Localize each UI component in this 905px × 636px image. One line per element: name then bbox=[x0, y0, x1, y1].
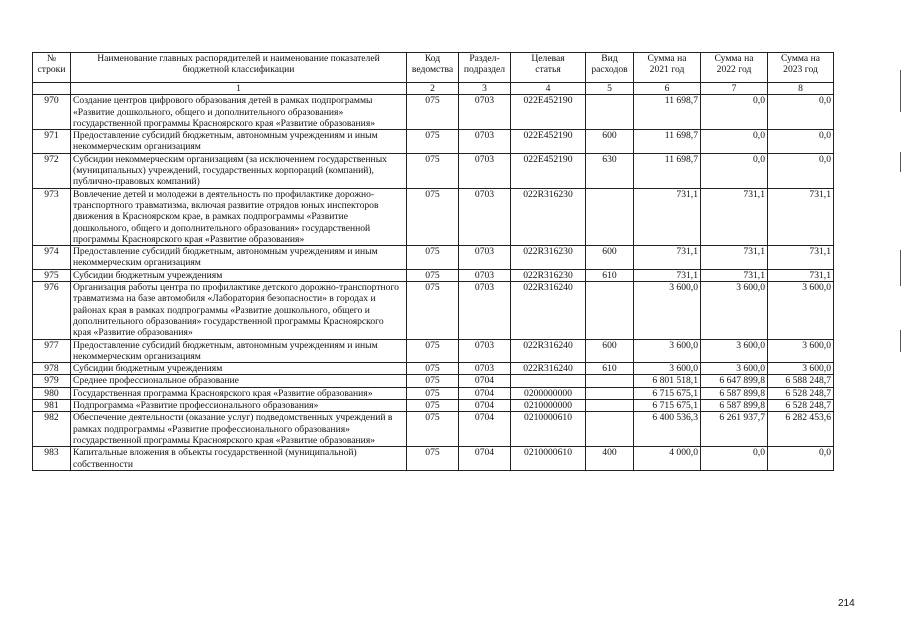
row-name: Субсидии бюджетным учреждениям bbox=[71, 363, 407, 375]
row-number: 978 bbox=[33, 363, 71, 375]
row-sum-2021: 3 600,0 bbox=[634, 363, 701, 375]
row-number: 975 bbox=[33, 269, 71, 281]
row-sum-2023: 3 600,0 bbox=[768, 282, 834, 339]
row-sum-2022: 0,0 bbox=[701, 153, 768, 188]
row-sum-2021: 4 000,0 bbox=[634, 447, 701, 471]
row-name: Предоставление субсидий бюджетным, автономным учреждениям и иным некоммерческим организациям bbox=[71, 130, 407, 154]
table-row bbox=[33, 339, 834, 363]
row-code: 075 bbox=[407, 447, 459, 471]
row-number: 979 bbox=[33, 375, 71, 387]
row-code: 075 bbox=[407, 130, 459, 154]
row-target: 022E452190 bbox=[511, 130, 586, 154]
row-code: 075 bbox=[407, 339, 459, 363]
row-sum-2022: 6 647 899,8 bbox=[701, 375, 768, 387]
index-cell: 3 bbox=[459, 83, 511, 95]
row-target: 0210000610 bbox=[511, 412, 586, 447]
row-target: 022E452190 bbox=[511, 153, 586, 188]
row-name: Предоставление субсидий бюджетным, автономным учреждениям и иным некоммерческим организациям bbox=[71, 339, 407, 363]
row-number: 983 bbox=[33, 447, 71, 471]
row-sum-2021: 6 801 518,1 bbox=[634, 375, 701, 387]
row-type bbox=[586, 95, 634, 130]
row-sum-2023: 3 600,0 bbox=[768, 363, 834, 375]
row-sum-2022: 0,0 bbox=[701, 447, 768, 471]
row-target: 022R316230 bbox=[511, 188, 586, 245]
index-cell: 8 bbox=[768, 83, 834, 95]
row-sum-2022: 3 600,0 bbox=[701, 363, 768, 375]
row-number: 982 bbox=[33, 412, 71, 447]
row-name: Субсидии бюджетным учреждениям bbox=[71, 269, 407, 281]
row-name: Капитальные вложения в объекты государственной (муниципальной) собственности bbox=[71, 447, 407, 471]
index-cell bbox=[33, 83, 71, 95]
row-number: 974 bbox=[33, 246, 71, 270]
row-code: 075 bbox=[407, 412, 459, 447]
header-expense-type: Вид расходов bbox=[586, 53, 634, 83]
scan-edge-mark bbox=[900, 330, 901, 352]
row-name: Предоставление субсидий бюджетным, автономным учреждениям и иным некоммерческим организациям bbox=[71, 246, 407, 270]
row-sum-2021: 6 715 675,1 bbox=[634, 400, 701, 412]
row-name: Организация работы центра по профилактике детского дорожно-транспортного травматизма на базе автомобиля «Лаборатория безопасности» в городах и районах края в рамках подпрограммы «Развитие дошкольного, общего и дополнительного образования» государственной программы Красноярского края «Развитие образования» bbox=[71, 282, 407, 339]
budget-table-page bbox=[32, 52, 834, 471]
row-code: 075 bbox=[407, 387, 459, 399]
row-code: 075 bbox=[407, 363, 459, 375]
row-type: 600 bbox=[586, 339, 634, 363]
row-target: 0210000000 bbox=[511, 400, 586, 412]
row-type bbox=[586, 282, 634, 339]
row-code: 075 bbox=[407, 375, 459, 387]
page-number: 214 bbox=[838, 598, 855, 609]
row-target: 022R316240 bbox=[511, 282, 586, 339]
row-number: 972 bbox=[33, 153, 71, 188]
row-sum-2021: 11 698,7 bbox=[634, 130, 701, 154]
row-sum-2022: 6 261 937,7 bbox=[701, 412, 768, 447]
row-sum-2022: 731,1 bbox=[701, 246, 768, 270]
row-sum-2023: 6 588 248,7 bbox=[768, 375, 834, 387]
row-section: 0703 bbox=[459, 95, 511, 130]
row-number: 980 bbox=[33, 387, 71, 399]
row-type: 600 bbox=[586, 130, 634, 154]
row-section: 0703 bbox=[459, 153, 511, 188]
row-section: 0704 bbox=[459, 387, 511, 399]
row-code: 075 bbox=[407, 400, 459, 412]
row-type: 600 bbox=[586, 246, 634, 270]
row-type bbox=[586, 412, 634, 447]
table-row bbox=[33, 363, 834, 375]
row-target bbox=[511, 375, 586, 387]
index-cell: 6 bbox=[634, 83, 701, 95]
row-target: 022R316230 bbox=[511, 269, 586, 281]
header-sum-2021: Сумма на 2021 год bbox=[634, 53, 701, 83]
row-sum-2022: 6 587 899,8 bbox=[701, 400, 768, 412]
row-sum-2021: 6 715 675,1 bbox=[634, 387, 701, 399]
table-row bbox=[33, 130, 834, 154]
row-section: 0703 bbox=[459, 282, 511, 339]
row-sum-2021: 731,1 bbox=[634, 269, 701, 281]
row-code: 075 bbox=[407, 188, 459, 245]
row-code: 075 bbox=[407, 269, 459, 281]
row-type bbox=[586, 375, 634, 387]
table-row bbox=[33, 400, 834, 412]
row-section: 0703 bbox=[459, 188, 511, 245]
index-cell: 7 bbox=[701, 83, 768, 95]
row-sum-2023: 6 528 248,7 bbox=[768, 400, 834, 412]
row-sum-2023: 0,0 bbox=[768, 447, 834, 471]
row-target: 0210000610 bbox=[511, 447, 586, 471]
row-sum-2021: 11 698,7 bbox=[634, 153, 701, 188]
row-type bbox=[586, 188, 634, 245]
row-target: 0200000000 bbox=[511, 387, 586, 399]
row-type: 400 bbox=[586, 447, 634, 471]
row-number: 981 bbox=[33, 400, 71, 412]
row-name: Среднее профессиональное образование bbox=[71, 375, 407, 387]
row-type: 610 bbox=[586, 363, 634, 375]
row-target: 022R316240 bbox=[511, 363, 586, 375]
row-sum-2022: 3 600,0 bbox=[701, 282, 768, 339]
row-section: 0703 bbox=[459, 339, 511, 363]
row-target: 022R316230 bbox=[511, 246, 586, 270]
row-section: 0704 bbox=[459, 400, 511, 412]
row-section: 0703 bbox=[459, 363, 511, 375]
row-type bbox=[586, 400, 634, 412]
row-code: 075 bbox=[407, 246, 459, 270]
row-sum-2022: 0,0 bbox=[701, 95, 768, 130]
row-number: 977 bbox=[33, 339, 71, 363]
row-sum-2023: 731,1 bbox=[768, 269, 834, 281]
row-section: 0703 bbox=[459, 269, 511, 281]
row-sum-2023: 6 528 248,7 bbox=[768, 387, 834, 399]
row-sum-2023: 6 282 453,6 bbox=[768, 412, 834, 447]
header-row-number: № строки bbox=[33, 53, 71, 83]
column-index-row bbox=[33, 83, 834, 95]
index-cell: 4 bbox=[511, 83, 586, 95]
table-row bbox=[33, 153, 834, 188]
index-cell: 2 bbox=[407, 83, 459, 95]
table-row bbox=[33, 188, 834, 245]
table-row bbox=[33, 412, 834, 447]
row-name: Создание центров цифрового образования детей в рамках подпрограммы «Развитие дошкольного, общего и дополнительного образования» государственной программы Красноярского края «Развитие образования» bbox=[71, 95, 407, 130]
row-code: 075 bbox=[407, 282, 459, 339]
row-sum-2022: 731,1 bbox=[701, 269, 768, 281]
index-cell: 1 bbox=[71, 83, 407, 95]
row-sum-2021: 6 400 536,3 bbox=[634, 412, 701, 447]
table-row bbox=[33, 375, 834, 387]
header-name: Наименование главных распорядителей и наименование показателей бюджетной классификации bbox=[71, 53, 407, 83]
row-sum-2023: 0,0 bbox=[768, 153, 834, 188]
row-sum-2021: 3 600,0 bbox=[634, 282, 701, 339]
table-row bbox=[33, 246, 834, 270]
row-sum-2021: 11 698,7 bbox=[634, 95, 701, 130]
scan-edge-mark bbox=[900, 152, 901, 172]
table-row bbox=[33, 447, 834, 471]
row-number: 976 bbox=[33, 282, 71, 339]
row-number: 971 bbox=[33, 130, 71, 154]
header-target-article: Целевая статья bbox=[511, 53, 586, 83]
row-type bbox=[586, 387, 634, 399]
table-row bbox=[33, 95, 834, 130]
row-name: Вовлечение детей и молодежи в деятельность по профилактике дорожно-транспортного травматизма, включая развитие отрядов юных инспекторов движения в Красноярском крае, в рамках подпрограммы «Развитие дошкольного, общего и дополнительного образования» государственной программы Красноярского края «Развитие образования» bbox=[71, 188, 407, 245]
scan-edge-mark bbox=[900, 250, 901, 286]
row-name: Подпрограмма «Развитие профессионального образования» bbox=[71, 400, 407, 412]
row-name: Государственная программа Красноярского края «Развитие образования» bbox=[71, 387, 407, 399]
row-number: 970 bbox=[33, 95, 71, 130]
row-section: 0704 bbox=[459, 412, 511, 447]
index-cell: 5 bbox=[586, 83, 634, 95]
row-code: 075 bbox=[407, 153, 459, 188]
table-row bbox=[33, 282, 834, 339]
row-sum-2023: 731,1 bbox=[768, 188, 834, 245]
row-sum-2022: 3 600,0 bbox=[701, 339, 768, 363]
row-sum-2022: 0,0 bbox=[701, 130, 768, 154]
table-row bbox=[33, 269, 834, 281]
header-section: Раздел- подраздел bbox=[459, 53, 511, 83]
table-header bbox=[33, 53, 834, 95]
row-sum-2021: 731,1 bbox=[634, 188, 701, 245]
row-sum-2022: 6 587 899,8 bbox=[701, 387, 768, 399]
row-number: 973 bbox=[33, 188, 71, 245]
row-sum-2023: 3 600,0 bbox=[768, 339, 834, 363]
row-sum-2021: 731,1 bbox=[634, 246, 701, 270]
header-department-code: Код ведомства bbox=[407, 53, 459, 83]
row-section: 0703 bbox=[459, 130, 511, 154]
scan-edge-mark bbox=[900, 70, 901, 112]
row-target: 022E452190 bbox=[511, 95, 586, 130]
row-type: 630 bbox=[586, 153, 634, 188]
row-name: Обеспечение деятельности (оказание услуг) подведомственных учреждений в рамках подпрограммы «Развитие профессионального образования» государственной программы Красноярского края «Развитие образования» bbox=[71, 412, 407, 447]
row-section: 0704 bbox=[459, 447, 511, 471]
header-sum-2022: Сумма на 2022 год bbox=[701, 53, 768, 83]
row-code: 075 bbox=[407, 95, 459, 130]
row-type: 610 bbox=[586, 269, 634, 281]
row-section: 0703 bbox=[459, 246, 511, 270]
row-sum-2022: 731,1 bbox=[701, 188, 768, 245]
row-sum-2021: 3 600,0 bbox=[634, 339, 701, 363]
header-sum-2023: Сумма на 2023 год bbox=[768, 53, 834, 83]
row-section: 0704 bbox=[459, 375, 511, 387]
table-row bbox=[33, 387, 834, 399]
row-sum-2023: 0,0 bbox=[768, 95, 834, 130]
budget-table bbox=[32, 52, 834, 471]
row-target: 022R316240 bbox=[511, 339, 586, 363]
row-sum-2023: 731,1 bbox=[768, 246, 834, 270]
row-sum-2023: 0,0 bbox=[768, 130, 834, 154]
table-body bbox=[33, 95, 834, 471]
row-name: Субсидии некоммерческим организациям (за исключением государственных (муниципальных) учреждений, государственных корпораций (компаний), публично-правовых компаний) bbox=[71, 153, 407, 188]
